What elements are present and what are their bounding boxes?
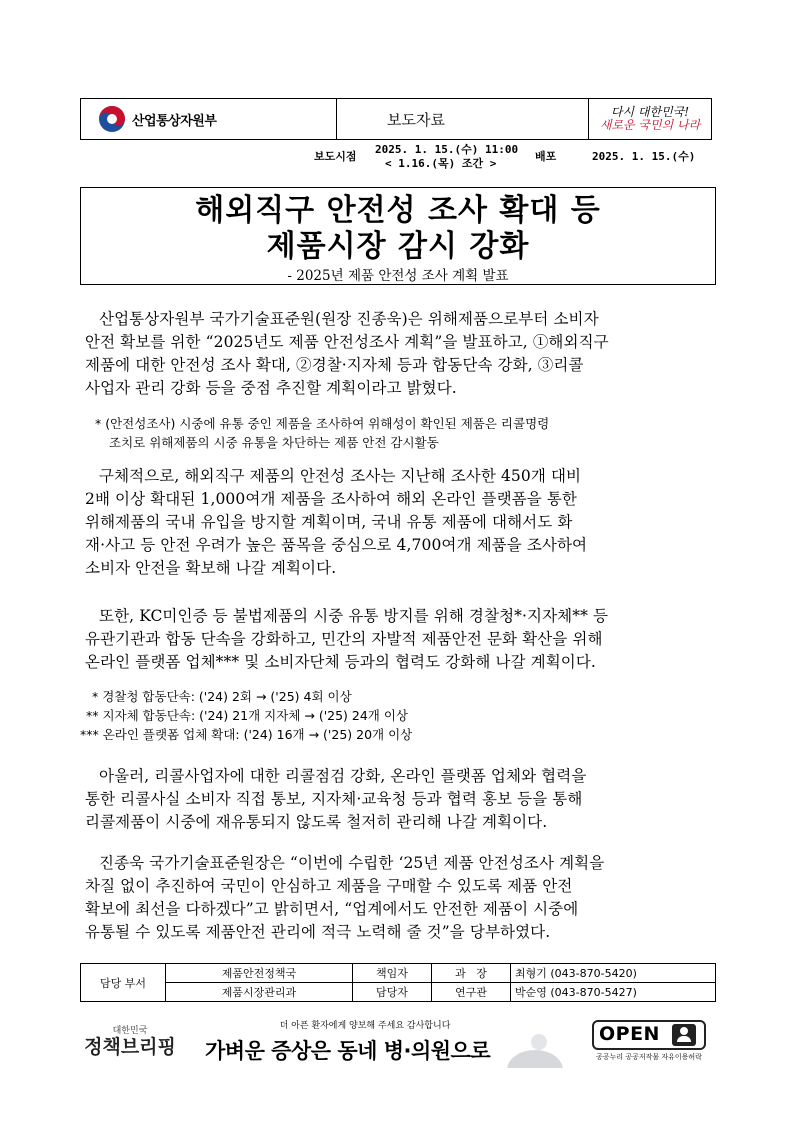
dept-2: 제품시장관리과 bbox=[166, 983, 353, 1002]
p5-line: 확보에 최선을 다하겠다”고 밝히면서, “업계에서도 안전한 제품이 시중에 bbox=[85, 900, 579, 918]
taegeuk-emblem-icon bbox=[97, 104, 127, 134]
note1-line: * (안전성조사) 시중에 유통 중인 제품을 조사하여 위해성이 확인된 제품은 리콜명령 bbox=[95, 416, 550, 431]
title-1: 과 장 bbox=[432, 964, 511, 983]
slogan-line1: 다시 대한민국! bbox=[610, 105, 690, 119]
p4-line: 리콜제품이 시중에 재유통되지 않도록 철저히 관리해 나갈 계획이다. bbox=[85, 813, 548, 831]
p5-line: 차질 없이 추진하여 국민이 안심하고 제품을 구매할 수 있도록 제품 안전 bbox=[85, 877, 573, 895]
paragraph-5 bbox=[85, 852, 715, 944]
p1-line: 안전 확보를 위한 “2025년도 제품 안전성조사 계획”을 발표하고, ①해외직구 bbox=[85, 333, 609, 351]
brand-small: 대한민국 bbox=[112, 1026, 148, 1036]
ministry-logo bbox=[97, 99, 237, 139]
policy-briefing-logo bbox=[80, 1023, 180, 1058]
paragraph-4 bbox=[85, 765, 715, 834]
header-box bbox=[80, 98, 712, 140]
enforcement-notes bbox=[80, 687, 700, 744]
p2-line: 2배 이상 확대된 1,000여개 제품을 조사하여 해외 온라인 플랫폼을 통한 bbox=[85, 490, 577, 508]
p1-line: 사업자 관리 강화 등을 중점 추진할 계획이라고 밝혔다. bbox=[85, 379, 457, 397]
note-platform: *** 온라인 플랫폼 업체 확대: ('24) 16개 → ('25) 20개 이상 bbox=[80, 727, 413, 742]
clinic-banner bbox=[205, 1018, 565, 1068]
banner-small: 더 아픈 환자에게 양보해 주세요 감사합니다 bbox=[279, 1021, 451, 1031]
open-sub: 공공누리 공공저작물 자유이용허락 bbox=[596, 1053, 702, 1061]
slogan-line2: 새로운 국민의 나라 bbox=[599, 118, 701, 132]
note-local-gov: ** 지자체 합동단속: ('24) 21개 지자체 → ('25) 24개 이상 bbox=[86, 708, 408, 723]
attribution-icon bbox=[672, 1024, 696, 1046]
headline-line1: 해외직구 안전성 조사 확대 등 bbox=[195, 193, 601, 228]
p2-line: 구체적으로, 해외직구 제품의 안전성 조사는 지난해 조사한 450개 대비 bbox=[99, 467, 582, 485]
p4-line: 아울러, 리콜사업자에 대한 리콜점검 강화, 온라인 플랫폼 업체와 협력을 bbox=[99, 767, 587, 785]
p5-line: 진종욱 국가기술표준원장은 “이번에 수립한 ‘25년 제품 안전성조사 계획을 bbox=[99, 854, 605, 872]
person-1: 최형기 (043-870-5420) bbox=[511, 964, 716, 983]
embargo-label: 보도시점 bbox=[314, 150, 357, 163]
p4-line: 통한 리콜사실 소비자 직접 통보, 지자체·교육청 등과 협력 홍보 등을 통해 bbox=[85, 790, 583, 808]
p1-line: 제품에 대한 안전성 조사 확대, ②경찰·지자체 등과 합동단속 강화, ③리콜 bbox=[85, 356, 584, 374]
open-label: OPEN bbox=[599, 1023, 660, 1045]
role-2: 담당자 bbox=[353, 983, 432, 1002]
dept-1: 제품안전정책국 bbox=[166, 964, 353, 983]
title-box bbox=[80, 187, 716, 285]
role-1: 책임자 bbox=[353, 964, 432, 983]
banner-main: 가벼운 증상은 동네 병·의원으로 bbox=[205, 1039, 491, 1063]
headline-line2: 제품시장 감시 강화 bbox=[266, 229, 530, 264]
embargo-note: < 1.16.(목) 조간 > bbox=[385, 157, 497, 170]
brand-name bbox=[80, 1036, 180, 1058]
person-2: 박순영 (043-870-5427) bbox=[511, 983, 716, 1002]
brand-text: 정책브리핑 bbox=[84, 1036, 176, 1058]
kogl-badge bbox=[592, 1020, 706, 1064]
doc-type: 보도자료 bbox=[387, 110, 445, 129]
subtitle: - 2025년 제품 안전성 조사 계획 발표 bbox=[287, 268, 509, 284]
footnote-safety-survey bbox=[95, 414, 715, 452]
paragraph-3 bbox=[85, 605, 715, 674]
dept-label: 담당 부서 bbox=[81, 964, 166, 1002]
p3-line: 유관기관과 합동 단속을 강화하고, 민간의 자발적 제품안전 문화 확산을 위해 bbox=[85, 630, 603, 648]
ministry-name: 산업통상자원부 bbox=[132, 113, 217, 129]
p2-line: 위해제품의 국내 유입을 방지할 계획이며, 국내 유통 제품에 대해서도 화 bbox=[85, 513, 573, 531]
note1-line: 조치로 위해제품의 시중 유통을 차단하는 제품 안전 감시활동 bbox=[109, 435, 439, 450]
p3-line: 온라인 플랫폼 업체*** 및 소비자단체 등과의 협력도 강화해 나갈 계획이다. bbox=[85, 653, 596, 671]
p2-line: 재·사고 등 안전 우려가 높은 품목을 중심으로 4,700여개 제품을 조사하여 bbox=[85, 536, 588, 554]
paragraph-2 bbox=[85, 465, 715, 580]
distribution-date: 2025. 1. 15.(수) bbox=[592, 150, 696, 163]
contact-table bbox=[80, 963, 716, 1002]
distribution-label: 배포 bbox=[535, 150, 557, 163]
p3-line: 또한, KC미인증 등 불법제품의 시중 유통 방지를 위해 경찰청*·지자체** 등 bbox=[99, 607, 609, 625]
slogan bbox=[588, 99, 712, 139]
embargo-time: 2025. 1. 15.(수) 11:00 bbox=[375, 143, 519, 156]
p1-line: 산업통상자원부 국가기술표준원(원장 진종욱)은 위해제품으로부터 소비자 bbox=[99, 310, 599, 328]
paragraph-1 bbox=[85, 308, 715, 400]
note-police: * 경찰청 합동단속: ('24) 2회 → ('25) 4회 이상 bbox=[92, 689, 352, 704]
doctor-illustration-icon bbox=[505, 1030, 565, 1068]
p5-line: 유통될 수 있도록 제품안전 관리에 적극 노력해 줄 것”을 당부하였다. bbox=[85, 923, 551, 941]
title-2: 연구관 bbox=[432, 983, 511, 1002]
p2-line: 소비자 안전을 확보해 나갈 계획이다. bbox=[85, 559, 337, 577]
